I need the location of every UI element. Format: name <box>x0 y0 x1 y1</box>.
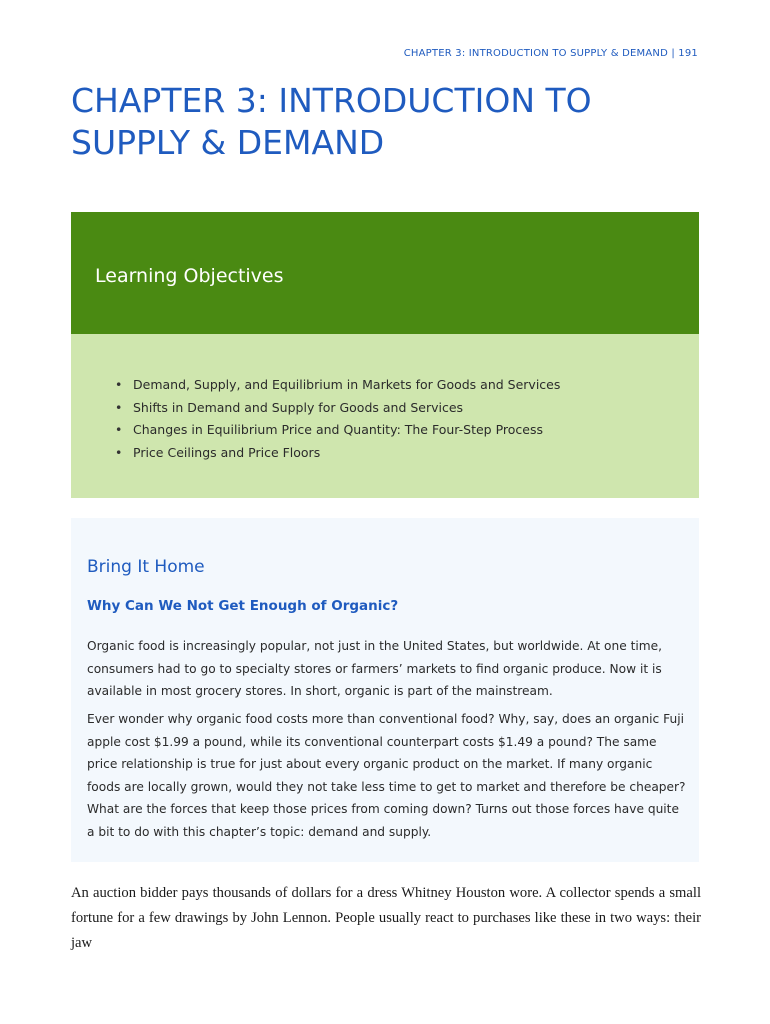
chapter-title: CHAPTER 3: INTRODUCTION TO SUPPLY & DEMAND <box>71 81 592 162</box>
list-item <box>115 442 560 465</box>
learning-objectives-list <box>115 374 560 464</box>
bring-it-home-title: Bring It Home <box>87 557 205 577</box>
objective-text: Changes in Equilibrium Price and Quantity: The Four-Step Process <box>133 422 543 437</box>
learning-objectives-title: Learning Objectives <box>95 265 284 287</box>
list-item <box>115 419 560 442</box>
learning-objectives-body <box>71 334 699 498</box>
bring-it-home-paragraph: Organic food is increasingly popular, not just in the United States, but worldwide. At one time, consumers had to go to specialty stores or farmers’ markets to find organic produce. Now it is available in most grocery stores. In short, organic is part of the mainstream. <box>87 639 662 699</box>
objective-text: Shifts in Demand and Supply for Goods and Services <box>133 399 464 415</box>
learning-objectives-header <box>71 212 699 334</box>
body-paragraph: An auction bidder pays thousands of dollars for a dress Whitney Houston wore. A collector spends a small fortune for a few drawings by John Lennon. People usually react to purchases like these in two ways: their jaw <box>71 885 701 951</box>
bullet-icon: • <box>115 399 123 415</box>
running-header: CHAPTER 3: INTRODUCTION TO SUPPLY & DEMAND | 191 <box>403 48 698 59</box>
objective-text: Demand, Supply, and Equilibrium in Markets for Goods and Services <box>133 377 561 392</box>
list-item <box>115 397 560 420</box>
bullet-icon: • <box>115 377 123 392</box>
objective-text: Price Ceilings and Price Floors <box>133 444 321 460</box>
bullet-icon: • <box>115 444 123 460</box>
bring-it-home-paragraph: Ever wonder why organic food costs more than conventional food? Why, say, does an organic Fuji apple cost $1.99 a pound, while its conventional counterpart costs $1.49 a pound? The same price relationship is true for just about every organic product on the market. If many organic foods are locally grown, would they not take less time to get to market and therefore be cheaper? What are the forces that keep those prices from coming down? Turns out those forces have quite a bit to do with this chapter’s topic: demand and supply. <box>87 712 686 839</box>
list-item <box>115 374 560 397</box>
bullet-icon: • <box>115 422 123 437</box>
bring-it-home-subtitle: Why Can We Not Get Enough of Organic? <box>87 598 399 614</box>
bring-it-home-box <box>71 518 699 862</box>
